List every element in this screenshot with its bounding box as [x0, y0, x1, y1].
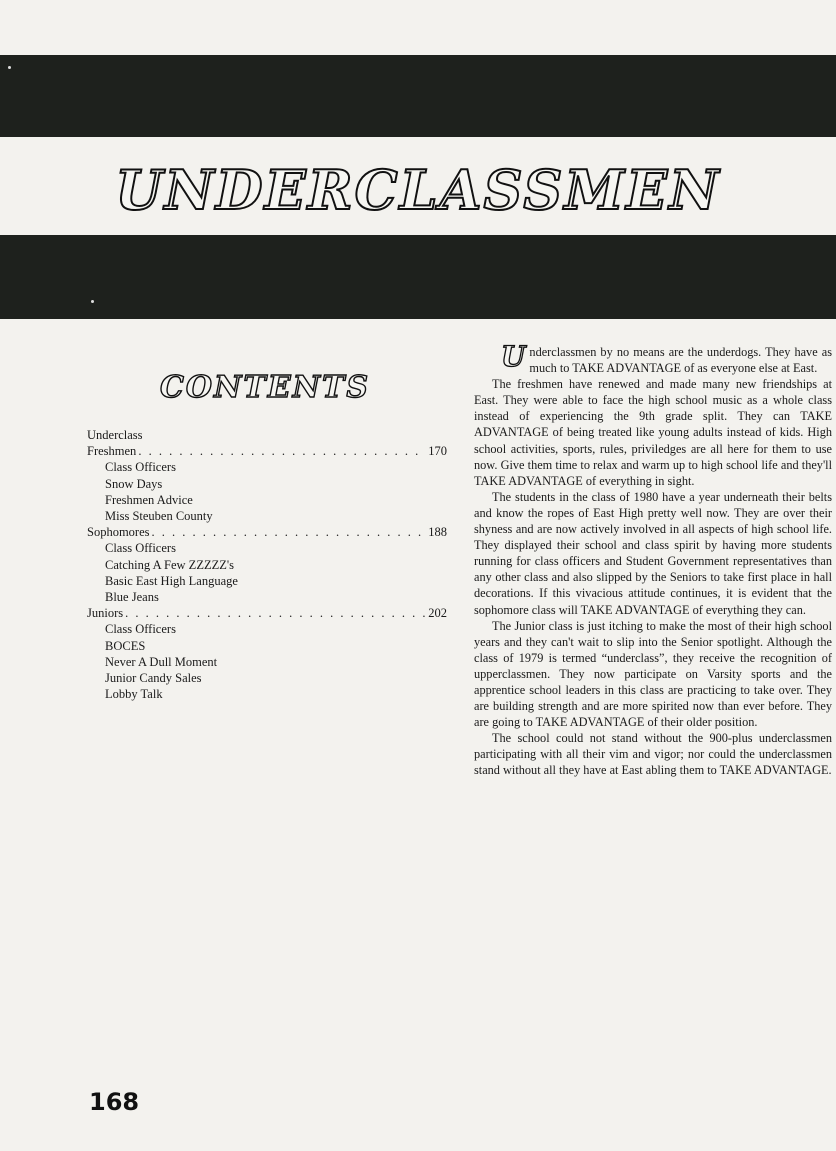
toc-item: Junior Candy Sales [105, 671, 202, 686]
page-number: 168 [89, 1088, 140, 1116]
toc-page-number: 188 [428, 525, 447, 540]
toc-page-number: 202 [428, 606, 447, 621]
article-paragraph: The Junior class is just itching to make the most of their high school years and they can't wait to slip into the Senior spotlight. Although the class of 1979 is termed “underclass”, they receive the recognition of upperclassmen. They now participate on Varsity sports and the apprentice school leaders in this class are practicing to take over. They are building strength and are more spirited now than ever before. They are going to TAKE ADVANTAGE of their older position. [474, 618, 832, 730]
toc-leader-dots [138, 443, 426, 459]
toc-item: Blue Jeans [105, 590, 159, 605]
toc-item: Class Officers [105, 622, 176, 637]
toc-item: Snow Days [105, 476, 163, 491]
toc-section-label: Juniors [87, 606, 124, 621]
scan-speck [8, 66, 11, 69]
article-paragraph: The school could not stand without the 900-plus underclassmen participating with all their vim and vigor; nor could the underclassmen stand without all they have at East abling them to TAKE ADVANTAGE. [474, 731, 832, 778]
header-band-top [0, 55, 836, 137]
drop-cap: U [501, 340, 526, 373]
toc-leader-dots [125, 605, 426, 621]
toc-section-label: Freshmen [87, 444, 137, 459]
toc-item: Never A Dull Moment [105, 654, 218, 669]
header-band-bottom [0, 235, 836, 319]
toc-section-juniors [87, 605, 447, 621]
article-paragraph [474, 340, 832, 376]
toc-item: BOCES [105, 638, 146, 653]
toc-page-number: 170 [428, 444, 447, 459]
paragraph-text: nderclassmen by no means are the underdogs. They have as much to TAKE ADVANTAGE of as everyone else at East. [529, 345, 832, 376]
toc-intro-line: Underclass [87, 428, 143, 442]
toc-item: Miss Steuben County [105, 509, 213, 524]
article-paragraph: The students in the class of 1980 have a year underneath their belts and know the ropes of East High pretty well now. They are over their shyness and are now actively involved in all aspects of high school life. They displayed their school and class spirit by having more students running for class officers and Student Government representatives than any other class and also slipped by the Seniors to take first place in hall decorations. If this vivacious attitude continues, it is evident that the sophomore class will TAKE ADVANTAGE of everything they can. [474, 489, 832, 617]
page-title: UNDERCLASSMEN [115, 158, 721, 222]
table-of-contents [87, 427, 447, 702]
toc-section-label: Sophomores [87, 525, 150, 540]
toc-section-freshmen [87, 443, 447, 459]
toc-section-sophomores [87, 524, 447, 540]
scan-speck [91, 300, 94, 303]
toc-item: Lobby Talk [105, 687, 163, 702]
article-body [474, 340, 832, 779]
toc-item: Basic East High Language [105, 573, 238, 588]
contents-heading: CONTENTS [159, 370, 371, 405]
toc-item: Catching A Few ZZZZZ's [105, 557, 234, 572]
toc-leader-dots [152, 524, 427, 540]
toc-item: Freshmen Advice [105, 492, 193, 507]
toc-item: Class Officers [105, 460, 176, 475]
toc-item: Class Officers [105, 541, 176, 556]
article-paragraph: The freshmen have renewed and made many new friendships at East. They were able to face the high school music as a whole class instead of experiencing the 9th grade split. They can TAKE ADVANTAGE of being treated like young adults instead of kids. High school activities, sports, rules, priviledges are all here for them to use now. Give them time to relax and warm up to high school life and they'll TAKE ADVANTAGE of everything in sight. [474, 377, 832, 488]
